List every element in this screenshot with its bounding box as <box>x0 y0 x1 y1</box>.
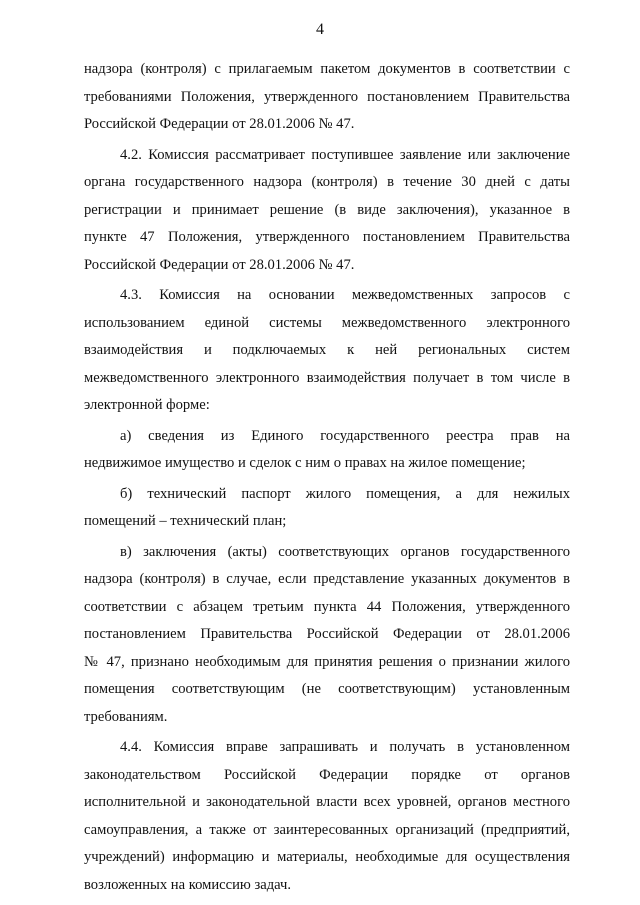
text-line: требованиям. <box>84 708 168 725</box>
text-line: самоуправления, а также от заинтересованных организаций (предприятий, <box>84 821 570 838</box>
text-line: постановлением Правительства Российской Федерации от 28.01.2006 <box>84 626 570 642</box>
text-line: недвижимое имущество и сделок с ним о правах на жилое помещение; <box>84 455 526 471</box>
text-line: электронной форме: <box>84 397 210 413</box>
text-line: законодательством Российской Федерации порядке от органов <box>84 766 570 783</box>
paragraph-4-3-b <box>84 481 570 536</box>
text-line: Российской Федерации от 28.01.2006 № 47. <box>84 256 355 273</box>
text-line: исполнительной и законодательной власти всех уровней, органов местного <box>84 794 570 810</box>
text-line: 4.2. Комиссия рассматривает поступившее заявление или заключение <box>120 146 570 163</box>
text-line: помещений – технический план; <box>84 513 287 529</box>
text-line: надзора (контроля) в случае, если представление указанных документов в <box>84 571 570 587</box>
paragraph-4-3 <box>84 282 570 420</box>
document-body <box>84 56 570 899</box>
paragraph-4-4 <box>84 734 570 899</box>
text-line: регистрации и принимает решение (в виде заключения), указанное в <box>84 201 570 218</box>
paragraph-4-2 <box>84 142 570 280</box>
text-line: № 47, признано необходимым для принятия решения о признании жилого <box>84 653 570 670</box>
text-line: использованием единой системы межведомственного электронного <box>84 314 570 331</box>
page-number: 4 <box>316 21 324 38</box>
text-line: 4.3. Комиссия на основании межведомственных запросов с <box>120 287 570 303</box>
text-line: б) технический паспорт жилого помещения, а для нежилых <box>120 485 570 502</box>
text-line: взаимодействия и подключаемых к ней региональных систем <box>84 342 570 358</box>
text-line: 4.4. Комиссия вправе запрашивать и получать в установленном <box>120 739 570 755</box>
text-line: межведомственного электронного взаимодействия получает в том числе в <box>84 369 570 386</box>
text-line: требованиями Положения, утвержденного постановлением Правительства <box>84 88 570 105</box>
text-line: Российской Федерации от 28.01.2006 № 47. <box>84 116 355 132</box>
text-line: органа государственного надзора (контроля) в течение 30 дней с даты <box>84 174 570 190</box>
paragraph-4-3-a <box>84 423 570 478</box>
text-line: учреждений) информацию и материалы, необходимые для осуществления <box>84 849 570 865</box>
paragraph-4-3-v <box>84 539 570 732</box>
text-line: надзора (контроля) с прилагаемым пакетом документов в соответствии с <box>84 61 570 77</box>
text-line: в) заключения (акты) соответствующих органов государственного <box>120 543 570 560</box>
text-line: а) сведения из Единого государственного реестра прав на <box>120 427 570 444</box>
paragraph-continuation <box>84 56 570 139</box>
text-line: пункте 47 Положения, утвержденного постановлением Правительства <box>84 229 570 245</box>
text-line: помещения соответствующим (не соответствующим) установленным <box>84 681 570 697</box>
text-line: возложенных на комиссию задач. <box>84 876 292 893</box>
text-line: соответствии с абзацем третьим пункта 44 Положения, утвержденного <box>84 598 570 615</box>
